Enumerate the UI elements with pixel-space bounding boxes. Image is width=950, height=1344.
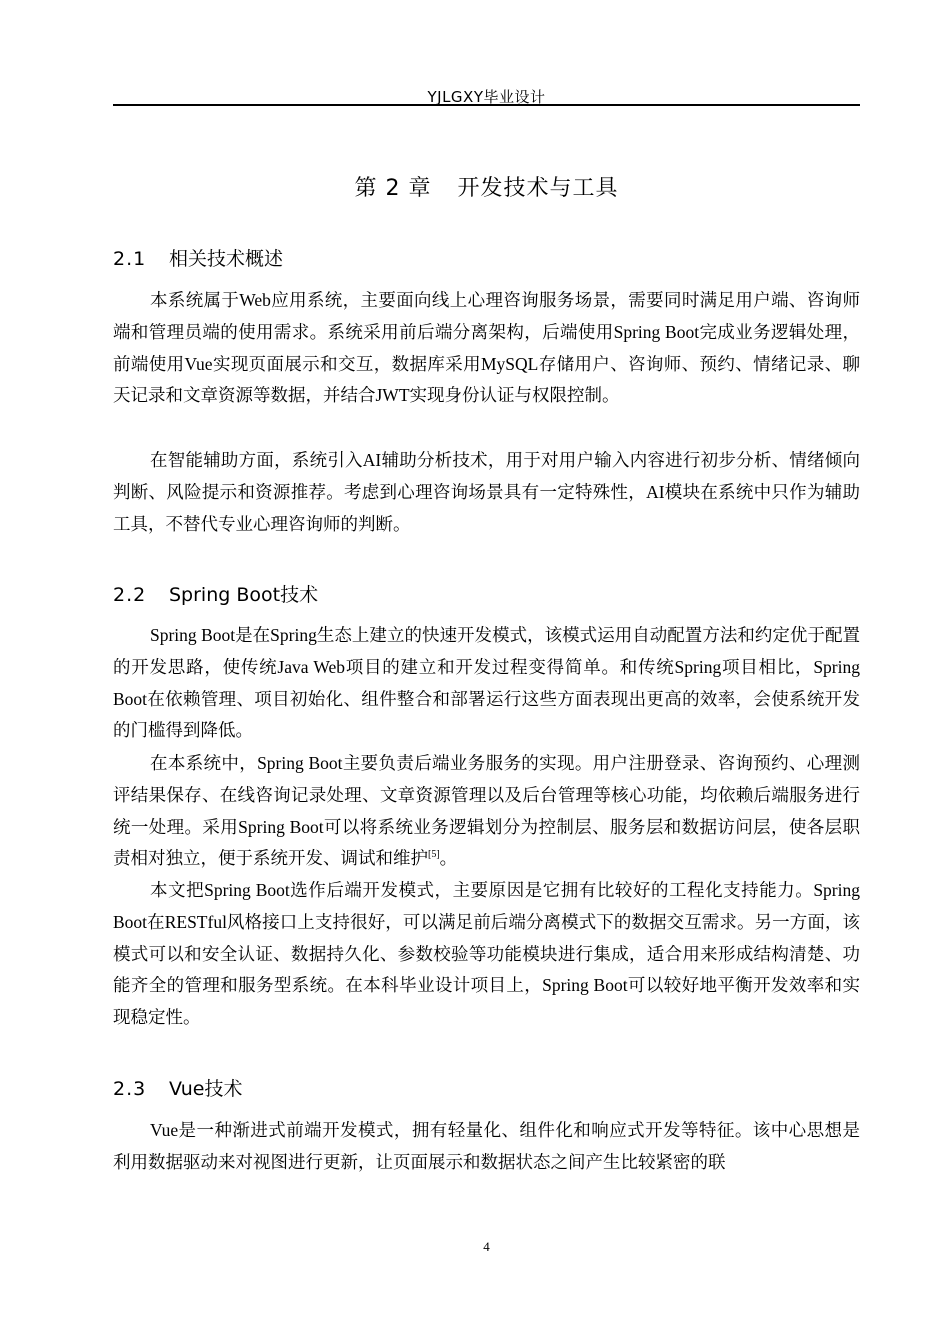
- section-title: Spring Boot技术: [169, 584, 319, 606]
- page-number: 4: [483, 1239, 490, 1254]
- section-number: 2.3: [113, 1078, 147, 1100]
- section-heading-2-2: [113, 580, 860, 607]
- paragraph: 本文把Spring Boot选作后端开发模式，主要原因是它拥有比较好的工程化支持能力。Spring Boot在RESTful风格接口上支持很好，可以满足前后端分离模式下的数据交互需求。另一方面，该模式可以和安全认证、数据持久化、参数校验等功能模块进行集成，适合用来形成结构清楚、功能齐全的管理和服务型系统。在本科毕业设计项目上，Spring Boot可以较好地平衡开发效率和实现稳定性。: [113, 880, 860, 1028]
- paragraph-text: 在本系统中，Spring Boot主要负责后端业务服务的实现。用户注册登录、咨询预约、心理测评结果保存、在线咨询记录处理、文章资源管理以及后台管理等核心功能，均依赖后端服务进行统一处理。采用Spring Boot可以将系统业务逻辑划分为控制层、服务层和数据访问层，使各层职责相对独立，便于系统开发、调试和维护: [113, 753, 860, 869]
- paragraph: 本系统属于Web应用系统，主要面向线上心理咨询服务场景，需要同时满足用户端、咨询师端和管理员端的使用需求。系统采用前后端分离架构，后端使用Spring Boot完成业务逻辑处理，前端使用Vue实现页面展示和交互，数据库采用MySQL存储用户、咨询师、预约、情绪记录、聊天记录和文章资源等数据，并结合JWT实现身份认证与权限控制。: [113, 290, 860, 406]
- section-number: 2.2: [113, 584, 147, 606]
- section-title: 相关技术概述: [169, 248, 284, 270]
- header-rule: [113, 104, 860, 106]
- citation-marker: [5]: [428, 849, 440, 861]
- chapter-number: 第 2 章: [354, 176, 432, 201]
- section-heading-2-1: [113, 244, 860, 271]
- paragraph-with-citation: [113, 748, 860, 875]
- running-header: YJLGXY毕业设计: [427, 88, 546, 106]
- section-heading-2-3: [113, 1074, 860, 1101]
- chapter-title-text: 开发技术与工具: [457, 176, 619, 201]
- paragraph: 在智能辅助方面，系统引入AI辅助分析技术，用于对用户输入内容进行初步分析、情绪倾向判断、风险提示和资源推荐。考虑到心理咨询场景具有一定特殊性，AI模块在系统中只作为辅助工具，不替代专业心理咨询师的判断。: [113, 450, 860, 534]
- paragraph-tail: 。: [439, 848, 458, 869]
- chapter-title: [113, 171, 860, 202]
- section-number: 2.1: [113, 248, 147, 270]
- paragraph: Vue是一种渐进式前端开发模式，拥有轻量化、组件化和响应式开发等特征。该中心思想是利用数据驱动来对视图进行更新，让页面展示和数据状态之间产生比较紧密的联: [113, 1120, 860, 1172]
- paragraph: Spring Boot是在Spring生态上建立的快速开发模式，该模式运用自动配置方法和约定优于配置的开发思路，使传统Java Web项目的建立和开发过程变得简单。和传统Spring项目相比，Spring Boot在依赖管理、项目初始化、组件整合和部署运行这些方面表现出更高的效率，会使系统开发的门槛得到降低。: [113, 625, 860, 741]
- section-title: Vue技术: [169, 1078, 243, 1100]
